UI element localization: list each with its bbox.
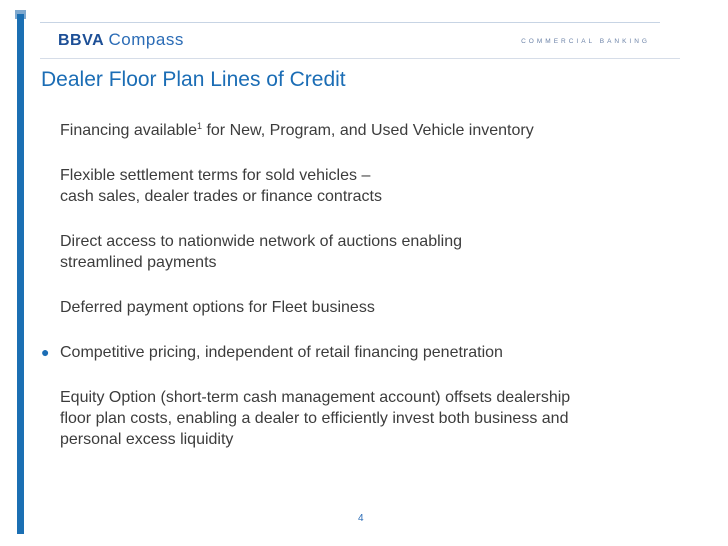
bullet-line: floor plan costs, enabling a dealer to efficiently invest both business and	[60, 410, 569, 427]
logo-bold-text: BBVA	[58, 32, 104, 49]
bullet-text: Deferred payment options for Fleet business	[60, 299, 375, 316]
bullet-item	[43, 120, 683, 141]
bullet-text-continued: for New, Program, and Used Vehicle inventory	[202, 122, 534, 139]
bullet-line: Equity Option (short-term cash management account) offsets dealership	[60, 389, 571, 406]
bullet-item	[43, 342, 683, 363]
header-top-line	[40, 22, 660, 23]
bullet-item	[43, 297, 683, 318]
bbva-compass-logo	[58, 30, 184, 50]
bullet-list	[43, 120, 683, 450]
bullet-line: Direct access to nationwide network of auctions enabling	[60, 233, 462, 250]
bullet-line: Flexible settlement terms for sold vehicles –	[60, 167, 371, 184]
bullet-text: Financing available	[60, 122, 197, 139]
bullet-item	[43, 387, 683, 450]
footnote-marker: 1	[196, 121, 202, 131]
left-accent-bar	[17, 14, 24, 534]
bullet-marker: ●	[41, 344, 50, 360]
bullet-line: cash sales, dealer trades or finance contracts	[60, 188, 382, 205]
page-number: 4	[358, 513, 364, 524]
bullet-line: streamlined payments	[60, 254, 217, 271]
bullet-item	[43, 165, 683, 207]
bullet-line: personal excess liquidity	[60, 431, 234, 448]
bullet-item	[43, 231, 683, 273]
division-label: COMMERCIAL BANKING	[521, 38, 650, 45]
bullet-text: Competitive pricing, independent of retail financing penetration	[60, 344, 503, 361]
logo-name-text: Compass	[108, 30, 184, 49]
header-rule	[40, 58, 680, 59]
slide-title: Dealer Floor Plan Lines of Credit	[41, 68, 346, 91]
